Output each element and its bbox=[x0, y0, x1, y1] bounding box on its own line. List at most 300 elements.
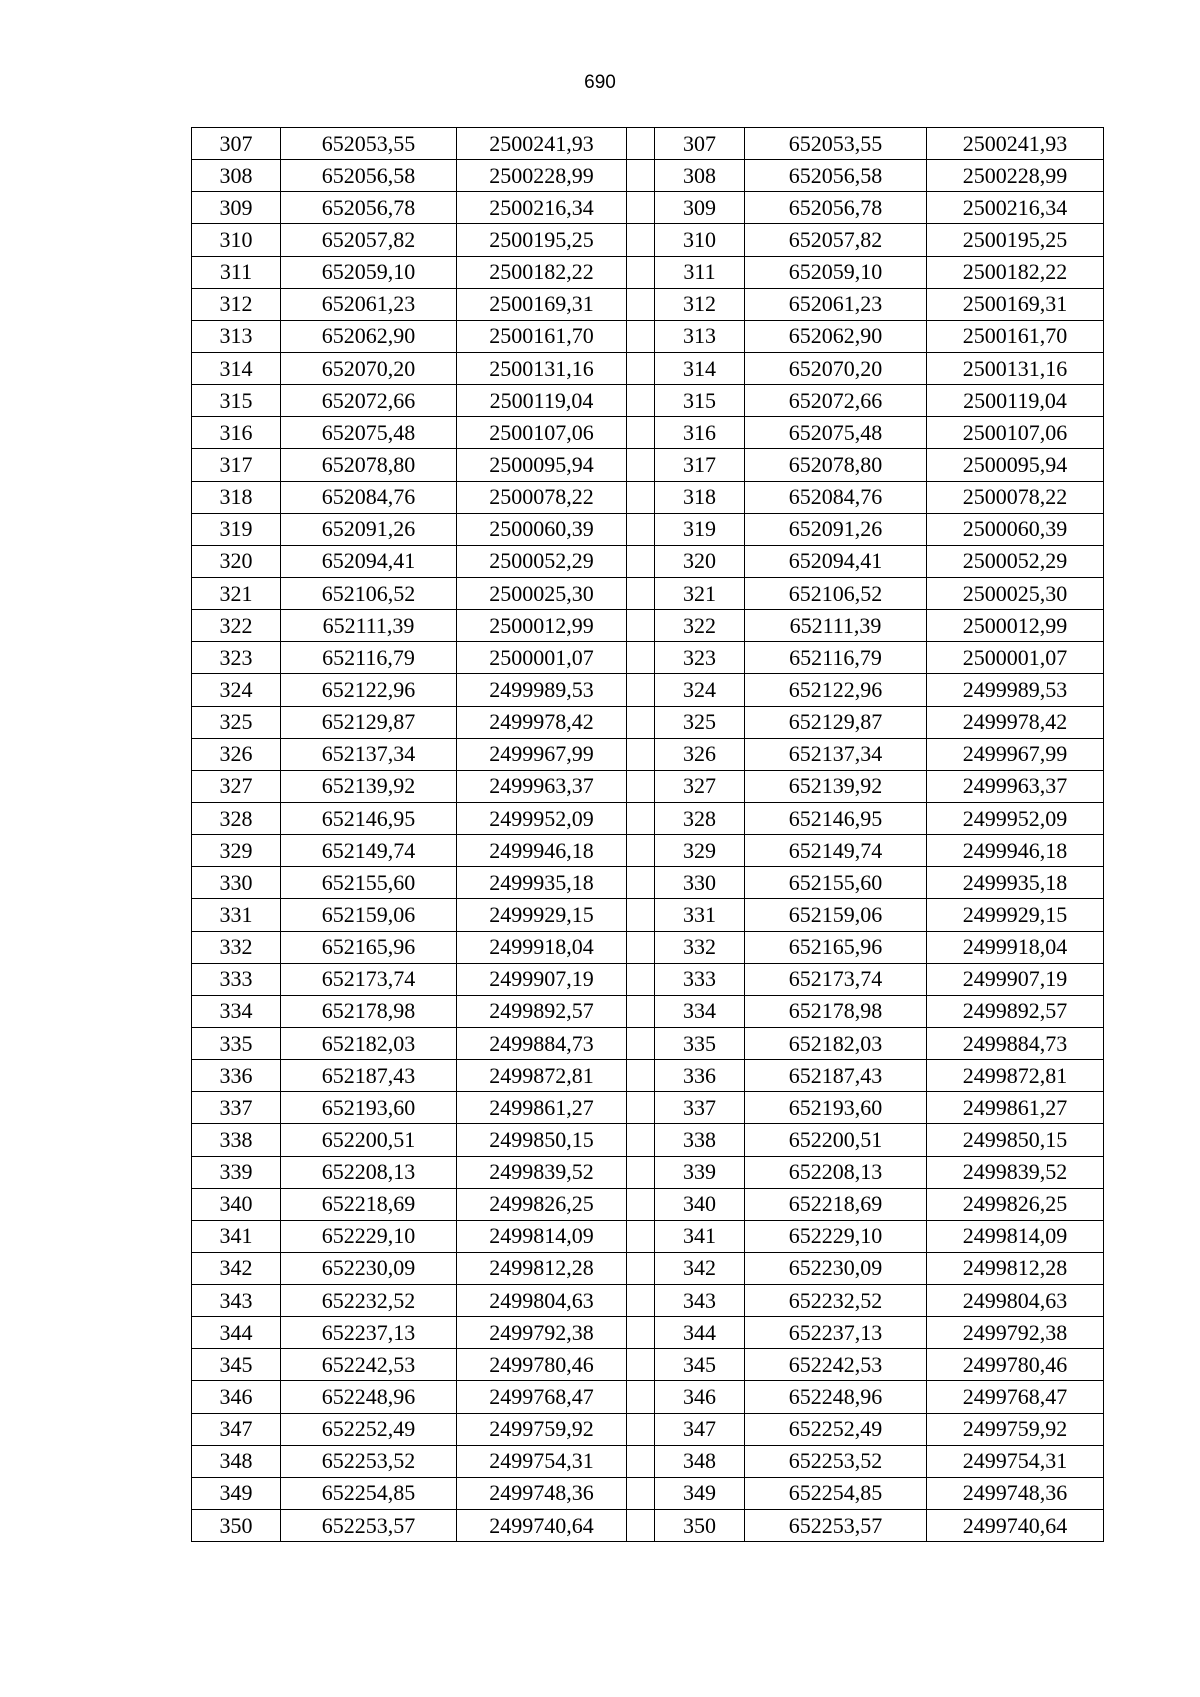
y-coordinate-cell: 2500131,16 bbox=[457, 352, 627, 384]
point-number-cell: 313 bbox=[192, 320, 281, 352]
point-number-cell: 308 bbox=[192, 160, 281, 192]
gap-cell bbox=[627, 899, 655, 931]
x-coordinate-cell-right: 652242,53 bbox=[745, 1349, 927, 1381]
x-coordinate-cell-right: 652208,13 bbox=[745, 1156, 927, 1188]
x-coordinate-cell: 652254,85 bbox=[281, 1477, 457, 1509]
y-coordinate-cell: 2500095,94 bbox=[457, 449, 627, 481]
point-number-cell: 349 bbox=[192, 1477, 281, 1509]
x-coordinate-cell-right: 652229,10 bbox=[745, 1220, 927, 1252]
y-coordinate-cell: 2499839,52 bbox=[457, 1156, 627, 1188]
y-coordinate-cell: 2499935,18 bbox=[457, 867, 627, 899]
gap-cell bbox=[627, 1060, 655, 1092]
x-coordinate-cell-right: 652078,80 bbox=[745, 449, 927, 481]
gap-cell bbox=[627, 577, 655, 609]
gap-cell bbox=[627, 320, 655, 352]
table-row bbox=[192, 192, 1104, 224]
gap-cell bbox=[627, 288, 655, 320]
gap-cell bbox=[627, 224, 655, 256]
point-number-cell-right: 320 bbox=[655, 545, 745, 577]
x-coordinate-cell: 652116,79 bbox=[281, 642, 457, 674]
y-coordinate-cell-right: 2500195,25 bbox=[927, 224, 1104, 256]
y-coordinate-cell-right: 2499754,31 bbox=[927, 1445, 1104, 1477]
y-coordinate-cell: 2499967,99 bbox=[457, 738, 627, 770]
y-coordinate-cell-right: 2500078,22 bbox=[927, 481, 1104, 513]
x-coordinate-cell-right: 652075,48 bbox=[745, 417, 927, 449]
x-coordinate-cell-right: 652182,03 bbox=[745, 1027, 927, 1059]
y-coordinate-cell-right: 2500119,04 bbox=[927, 385, 1104, 417]
x-coordinate-cell: 652252,49 bbox=[281, 1413, 457, 1445]
y-coordinate-cell: 2500195,25 bbox=[457, 224, 627, 256]
y-coordinate-cell: 2500025,30 bbox=[457, 577, 627, 609]
gap-cell bbox=[627, 1156, 655, 1188]
x-coordinate-cell: 652084,76 bbox=[281, 481, 457, 513]
table-row bbox=[192, 352, 1104, 384]
point-number-cell: 337 bbox=[192, 1092, 281, 1124]
point-number-cell: 323 bbox=[192, 642, 281, 674]
x-coordinate-cell-right: 652111,39 bbox=[745, 610, 927, 642]
point-number-cell: 325 bbox=[192, 706, 281, 738]
point-number-cell-right: 313 bbox=[655, 320, 745, 352]
x-coordinate-cell: 652056,58 bbox=[281, 160, 457, 192]
table-row bbox=[192, 1252, 1104, 1284]
y-coordinate-cell-right: 2499812,28 bbox=[927, 1252, 1104, 1284]
y-coordinate-cell: 2499963,37 bbox=[457, 770, 627, 802]
x-coordinate-cell: 652091,26 bbox=[281, 513, 457, 545]
point-number-cell: 311 bbox=[192, 256, 281, 288]
y-coordinate-cell-right: 2500060,39 bbox=[927, 513, 1104, 545]
y-coordinate-cell: 2499978,42 bbox=[457, 706, 627, 738]
x-coordinate-cell: 652056,78 bbox=[281, 192, 457, 224]
table-row bbox=[192, 1413, 1104, 1445]
point-number-cell: 317 bbox=[192, 449, 281, 481]
y-coordinate-cell: 2500060,39 bbox=[457, 513, 627, 545]
point-number-cell: 319 bbox=[192, 513, 281, 545]
point-number-cell: 347 bbox=[192, 1413, 281, 1445]
point-number-cell: 340 bbox=[192, 1188, 281, 1220]
y-coordinate-cell-right: 2499850,15 bbox=[927, 1124, 1104, 1156]
x-coordinate-cell: 652187,43 bbox=[281, 1060, 457, 1092]
y-coordinate-cell: 2499814,09 bbox=[457, 1220, 627, 1252]
x-coordinate-cell: 652165,96 bbox=[281, 931, 457, 963]
x-coordinate-cell-right: 652116,79 bbox=[745, 642, 927, 674]
point-number-cell-right: 325 bbox=[655, 706, 745, 738]
x-coordinate-cell: 652178,98 bbox=[281, 995, 457, 1027]
point-number-cell-right: 308 bbox=[655, 160, 745, 192]
point-number-cell-right: 309 bbox=[655, 192, 745, 224]
x-coordinate-cell: 652111,39 bbox=[281, 610, 457, 642]
table-row bbox=[192, 160, 1104, 192]
x-coordinate-cell-right: 652091,26 bbox=[745, 513, 927, 545]
table-row bbox=[192, 449, 1104, 481]
y-coordinate-cell: 2499780,46 bbox=[457, 1349, 627, 1381]
y-coordinate-cell: 2499907,19 bbox=[457, 963, 627, 995]
x-coordinate-cell-right: 652218,69 bbox=[745, 1188, 927, 1220]
y-coordinate-cell-right: 2499918,04 bbox=[927, 931, 1104, 963]
table-row bbox=[192, 1381, 1104, 1413]
gap-cell bbox=[627, 1285, 655, 1317]
table-row bbox=[192, 770, 1104, 802]
point-number-cell-right: 340 bbox=[655, 1188, 745, 1220]
y-coordinate-cell-right: 2500131,16 bbox=[927, 352, 1104, 384]
y-coordinate-cell: 2499884,73 bbox=[457, 1027, 627, 1059]
point-number-cell: 328 bbox=[192, 802, 281, 834]
y-coordinate-cell: 2499946,18 bbox=[457, 835, 627, 867]
table-row bbox=[192, 320, 1104, 352]
point-number-cell-right: 321 bbox=[655, 577, 745, 609]
table-row bbox=[192, 1285, 1104, 1317]
y-coordinate-cell: 2499826,25 bbox=[457, 1188, 627, 1220]
x-coordinate-cell-right: 652187,43 bbox=[745, 1060, 927, 1092]
point-number-cell: 345 bbox=[192, 1349, 281, 1381]
y-coordinate-cell: 2500169,31 bbox=[457, 288, 627, 320]
point-number-cell: 331 bbox=[192, 899, 281, 931]
x-coordinate-cell-right: 652062,90 bbox=[745, 320, 927, 352]
point-number-cell-right: 343 bbox=[655, 1285, 745, 1317]
gap-cell bbox=[627, 706, 655, 738]
x-coordinate-cell-right: 652122,96 bbox=[745, 674, 927, 706]
x-coordinate-cell-right: 652149,74 bbox=[745, 835, 927, 867]
x-coordinate-cell: 652155,60 bbox=[281, 867, 457, 899]
y-coordinate-cell: 2499892,57 bbox=[457, 995, 627, 1027]
point-number-cell: 333 bbox=[192, 963, 281, 995]
table-row bbox=[192, 642, 1104, 674]
table-row bbox=[192, 738, 1104, 770]
point-number-cell-right: 307 bbox=[655, 128, 745, 160]
gap-cell bbox=[627, 417, 655, 449]
point-number-cell: 332 bbox=[192, 931, 281, 963]
point-number-cell-right: 323 bbox=[655, 642, 745, 674]
point-number-cell: 330 bbox=[192, 867, 281, 899]
point-number-cell: 316 bbox=[192, 417, 281, 449]
y-coordinate-cell: 2500119,04 bbox=[457, 385, 627, 417]
gap-cell bbox=[627, 160, 655, 192]
y-coordinate-cell-right: 2499952,09 bbox=[927, 802, 1104, 834]
x-coordinate-cell: 652248,96 bbox=[281, 1381, 457, 1413]
x-coordinate-cell: 652208,13 bbox=[281, 1156, 457, 1188]
x-coordinate-cell-right: 652159,06 bbox=[745, 899, 927, 931]
point-number-cell-right: 346 bbox=[655, 1381, 745, 1413]
point-number-cell-right: 330 bbox=[655, 867, 745, 899]
point-number-cell: 310 bbox=[192, 224, 281, 256]
x-coordinate-cell: 652062,90 bbox=[281, 320, 457, 352]
x-coordinate-cell-right: 652059,10 bbox=[745, 256, 927, 288]
point-number-cell-right: 345 bbox=[655, 1349, 745, 1381]
x-coordinate-cell-right: 652053,55 bbox=[745, 128, 927, 160]
point-number-cell-right: 316 bbox=[655, 417, 745, 449]
y-coordinate-cell: 2499804,63 bbox=[457, 1285, 627, 1317]
x-coordinate-cell: 652139,92 bbox=[281, 770, 457, 802]
gap-cell bbox=[627, 610, 655, 642]
point-number-cell: 322 bbox=[192, 610, 281, 642]
y-coordinate-cell-right: 2499978,42 bbox=[927, 706, 1104, 738]
gap-cell bbox=[627, 449, 655, 481]
x-coordinate-cell: 652237,13 bbox=[281, 1317, 457, 1349]
point-number-cell: 321 bbox=[192, 577, 281, 609]
point-number-cell: 339 bbox=[192, 1156, 281, 1188]
table-row bbox=[192, 1027, 1104, 1059]
y-coordinate-cell-right: 2499989,53 bbox=[927, 674, 1104, 706]
point-number-cell: 334 bbox=[192, 995, 281, 1027]
table-row bbox=[192, 1445, 1104, 1477]
y-coordinate-cell: 2500001,07 bbox=[457, 642, 627, 674]
y-coordinate-cell: 2500241,93 bbox=[457, 128, 627, 160]
y-coordinate-cell: 2499768,47 bbox=[457, 1381, 627, 1413]
point-number-cell-right: 310 bbox=[655, 224, 745, 256]
x-coordinate-cell-right: 652137,34 bbox=[745, 738, 927, 770]
x-coordinate-cell-right: 652056,78 bbox=[745, 192, 927, 224]
point-number-cell: 336 bbox=[192, 1060, 281, 1092]
point-number-cell: 326 bbox=[192, 738, 281, 770]
table-row bbox=[192, 963, 1104, 995]
y-coordinate-cell-right: 2500012,99 bbox=[927, 610, 1104, 642]
y-coordinate-cell-right: 2500052,29 bbox=[927, 545, 1104, 577]
y-coordinate-cell-right: 2499929,15 bbox=[927, 899, 1104, 931]
gap-cell bbox=[627, 770, 655, 802]
gap-cell bbox=[627, 1413, 655, 1445]
x-coordinate-cell: 652173,74 bbox=[281, 963, 457, 995]
x-coordinate-cell: 652218,69 bbox=[281, 1188, 457, 1220]
x-coordinate-cell: 652182,03 bbox=[281, 1027, 457, 1059]
y-coordinate-cell-right: 2499935,18 bbox=[927, 867, 1104, 899]
point-number-cell-right: 319 bbox=[655, 513, 745, 545]
y-coordinate-cell: 2499812,28 bbox=[457, 1252, 627, 1284]
y-coordinate-cell-right: 2500107,06 bbox=[927, 417, 1104, 449]
y-coordinate-cell: 2500161,70 bbox=[457, 320, 627, 352]
x-coordinate-cell-right: 652253,57 bbox=[745, 1510, 927, 1542]
table-row bbox=[192, 835, 1104, 867]
x-coordinate-cell: 652253,57 bbox=[281, 1510, 457, 1542]
x-coordinate-cell-right: 652139,92 bbox=[745, 770, 927, 802]
point-number-cell: 307 bbox=[192, 128, 281, 160]
gap-cell bbox=[627, 1124, 655, 1156]
point-number-cell-right: 334 bbox=[655, 995, 745, 1027]
x-coordinate-cell-right: 652129,87 bbox=[745, 706, 927, 738]
point-number-cell: 344 bbox=[192, 1317, 281, 1349]
x-coordinate-cell-right: 652230,09 bbox=[745, 1252, 927, 1284]
y-coordinate-cell: 2499792,38 bbox=[457, 1317, 627, 1349]
table-row bbox=[192, 1349, 1104, 1381]
gap-cell bbox=[627, 1477, 655, 1509]
y-coordinate-cell-right: 2500216,34 bbox=[927, 192, 1104, 224]
y-coordinate-cell-right: 2499872,81 bbox=[927, 1060, 1104, 1092]
coordinates-table bbox=[191, 127, 1104, 1542]
gap-cell bbox=[627, 1510, 655, 1542]
table-row bbox=[192, 1317, 1104, 1349]
gap-cell bbox=[627, 802, 655, 834]
table-row bbox=[192, 674, 1104, 706]
gap-cell bbox=[627, 835, 655, 867]
point-number-cell-right: 339 bbox=[655, 1156, 745, 1188]
y-coordinate-cell-right: 2499884,73 bbox=[927, 1027, 1104, 1059]
gap-cell bbox=[627, 513, 655, 545]
gap-cell bbox=[627, 674, 655, 706]
table-row bbox=[192, 1510, 1104, 1542]
table-row bbox=[192, 706, 1104, 738]
table-row bbox=[192, 1092, 1104, 1124]
point-number-cell: 342 bbox=[192, 1252, 281, 1284]
y-coordinate-cell-right: 2499907,19 bbox=[927, 963, 1104, 995]
point-number-cell-right: 324 bbox=[655, 674, 745, 706]
point-number-cell-right: 337 bbox=[655, 1092, 745, 1124]
gap-cell bbox=[627, 1027, 655, 1059]
y-coordinate-cell-right: 2499826,25 bbox=[927, 1188, 1104, 1220]
y-coordinate-cell-right: 2499792,38 bbox=[927, 1317, 1104, 1349]
y-coordinate-cell: 2499748,36 bbox=[457, 1477, 627, 1509]
y-coordinate-cell-right: 2499740,64 bbox=[927, 1510, 1104, 1542]
table-row bbox=[192, 899, 1104, 931]
x-coordinate-cell: 652200,51 bbox=[281, 1124, 457, 1156]
x-coordinate-cell: 652053,55 bbox=[281, 128, 457, 160]
x-coordinate-cell: 652137,34 bbox=[281, 738, 457, 770]
x-coordinate-cell-right: 652248,96 bbox=[745, 1381, 927, 1413]
point-number-cell-right: 350 bbox=[655, 1510, 745, 1542]
gap-cell bbox=[627, 1349, 655, 1381]
point-number-cell: 338 bbox=[192, 1124, 281, 1156]
y-coordinate-cell: 2500216,34 bbox=[457, 192, 627, 224]
x-coordinate-cell: 652149,74 bbox=[281, 835, 457, 867]
point-number-cell: 350 bbox=[192, 1510, 281, 1542]
point-number-cell-right: 317 bbox=[655, 449, 745, 481]
x-coordinate-cell-right: 652173,74 bbox=[745, 963, 927, 995]
point-number-cell-right: 328 bbox=[655, 802, 745, 834]
y-coordinate-cell-right: 2499892,57 bbox=[927, 995, 1104, 1027]
point-number-cell-right: 314 bbox=[655, 352, 745, 384]
gap-cell bbox=[627, 352, 655, 384]
point-number-cell: 327 bbox=[192, 770, 281, 802]
gap-cell bbox=[627, 545, 655, 577]
x-coordinate-cell-right: 652200,51 bbox=[745, 1124, 927, 1156]
coordinates-table-body bbox=[192, 128, 1104, 1542]
point-number-cell-right: 329 bbox=[655, 835, 745, 867]
gap-cell bbox=[627, 995, 655, 1027]
table-row bbox=[192, 1188, 1104, 1220]
y-coordinate-cell-right: 2499780,46 bbox=[927, 1349, 1104, 1381]
point-number-cell: 309 bbox=[192, 192, 281, 224]
gap-cell bbox=[627, 192, 655, 224]
y-coordinate-cell-right: 2499804,63 bbox=[927, 1285, 1104, 1317]
y-coordinate-cell-right: 2499967,99 bbox=[927, 738, 1104, 770]
table-row bbox=[192, 224, 1104, 256]
gap-cell bbox=[627, 931, 655, 963]
table-row bbox=[192, 1477, 1104, 1509]
point-number-cell: 318 bbox=[192, 481, 281, 513]
x-coordinate-cell: 652075,48 bbox=[281, 417, 457, 449]
table-row bbox=[192, 577, 1104, 609]
gap-cell bbox=[627, 1220, 655, 1252]
x-coordinate-cell: 652057,82 bbox=[281, 224, 457, 256]
point-number-cell-right: 335 bbox=[655, 1027, 745, 1059]
x-coordinate-cell-right: 652237,13 bbox=[745, 1317, 927, 1349]
table-row bbox=[192, 931, 1104, 963]
point-number-cell: 320 bbox=[192, 545, 281, 577]
y-coordinate-cell: 2499759,92 bbox=[457, 1413, 627, 1445]
x-coordinate-cell: 652230,09 bbox=[281, 1252, 457, 1284]
point-number-cell: 335 bbox=[192, 1027, 281, 1059]
x-coordinate-cell: 652094,41 bbox=[281, 545, 457, 577]
point-number-cell: 312 bbox=[192, 288, 281, 320]
table-row bbox=[192, 1220, 1104, 1252]
table-row bbox=[192, 288, 1104, 320]
x-coordinate-cell-right: 652146,95 bbox=[745, 802, 927, 834]
y-coordinate-cell: 2499872,81 bbox=[457, 1060, 627, 1092]
table-row bbox=[192, 1156, 1104, 1188]
x-coordinate-cell-right: 652253,52 bbox=[745, 1445, 927, 1477]
point-number-cell-right: 344 bbox=[655, 1317, 745, 1349]
point-number-cell-right: 332 bbox=[655, 931, 745, 963]
y-coordinate-cell-right: 2499839,52 bbox=[927, 1156, 1104, 1188]
gap-cell bbox=[627, 738, 655, 770]
point-number-cell-right: 315 bbox=[655, 385, 745, 417]
x-coordinate-cell-right: 652106,52 bbox=[745, 577, 927, 609]
point-number-cell: 348 bbox=[192, 1445, 281, 1477]
gap-cell bbox=[627, 1381, 655, 1413]
gap-cell bbox=[627, 1188, 655, 1220]
y-coordinate-cell: 2499929,15 bbox=[457, 899, 627, 931]
point-number-cell-right: 331 bbox=[655, 899, 745, 931]
point-number-cell-right: 327 bbox=[655, 770, 745, 802]
point-number-cell-right: 326 bbox=[655, 738, 745, 770]
point-number-cell-right: 348 bbox=[655, 1445, 745, 1477]
table-row bbox=[192, 481, 1104, 513]
y-coordinate-cell: 2499740,64 bbox=[457, 1510, 627, 1542]
y-coordinate-cell-right: 2499963,37 bbox=[927, 770, 1104, 802]
point-number-cell-right: 312 bbox=[655, 288, 745, 320]
table-row bbox=[192, 1124, 1104, 1156]
table-row bbox=[192, 417, 1104, 449]
x-coordinate-cell: 652229,10 bbox=[281, 1220, 457, 1252]
gap-cell bbox=[627, 1092, 655, 1124]
x-coordinate-cell: 652072,66 bbox=[281, 385, 457, 417]
y-coordinate-cell-right: 2500241,93 bbox=[927, 128, 1104, 160]
y-coordinate-cell-right: 2500182,22 bbox=[927, 256, 1104, 288]
point-number-cell-right: 338 bbox=[655, 1124, 745, 1156]
x-coordinate-cell-right: 652165,96 bbox=[745, 931, 927, 963]
y-coordinate-cell-right: 2499759,92 bbox=[927, 1413, 1104, 1445]
gap-cell bbox=[627, 642, 655, 674]
x-coordinate-cell-right: 652072,66 bbox=[745, 385, 927, 417]
x-coordinate-cell: 652159,06 bbox=[281, 899, 457, 931]
y-coordinate-cell: 2499918,04 bbox=[457, 931, 627, 963]
y-coordinate-cell: 2499754,31 bbox=[457, 1445, 627, 1477]
y-coordinate-cell-right: 2499946,18 bbox=[927, 835, 1104, 867]
point-number-cell-right: 333 bbox=[655, 963, 745, 995]
y-coordinate-cell-right: 2500161,70 bbox=[927, 320, 1104, 352]
y-coordinate-cell: 2500182,22 bbox=[457, 256, 627, 288]
point-number-cell: 341 bbox=[192, 1220, 281, 1252]
point-number-cell: 329 bbox=[192, 835, 281, 867]
y-coordinate-cell: 2500012,99 bbox=[457, 610, 627, 642]
y-coordinate-cell: 2499861,27 bbox=[457, 1092, 627, 1124]
x-coordinate-cell: 652253,52 bbox=[281, 1445, 457, 1477]
x-coordinate-cell: 652146,95 bbox=[281, 802, 457, 834]
y-coordinate-cell-right: 2499768,47 bbox=[927, 1381, 1104, 1413]
y-coordinate-cell: 2500228,99 bbox=[457, 160, 627, 192]
y-coordinate-cell-right: 2500025,30 bbox=[927, 577, 1104, 609]
x-coordinate-cell-right: 652070,20 bbox=[745, 352, 927, 384]
x-coordinate-cell-right: 652057,82 bbox=[745, 224, 927, 256]
y-coordinate-cell: 2499989,53 bbox=[457, 674, 627, 706]
x-coordinate-cell-right: 652193,60 bbox=[745, 1092, 927, 1124]
x-coordinate-cell: 652061,23 bbox=[281, 288, 457, 320]
table-row bbox=[192, 995, 1104, 1027]
y-coordinate-cell: 2499850,15 bbox=[457, 1124, 627, 1156]
table-row bbox=[192, 256, 1104, 288]
point-number-cell: 315 bbox=[192, 385, 281, 417]
point-number-cell-right: 311 bbox=[655, 256, 745, 288]
x-coordinate-cell-right: 652254,85 bbox=[745, 1477, 927, 1509]
y-coordinate-cell: 2500078,22 bbox=[457, 481, 627, 513]
x-coordinate-cell: 652070,20 bbox=[281, 352, 457, 384]
